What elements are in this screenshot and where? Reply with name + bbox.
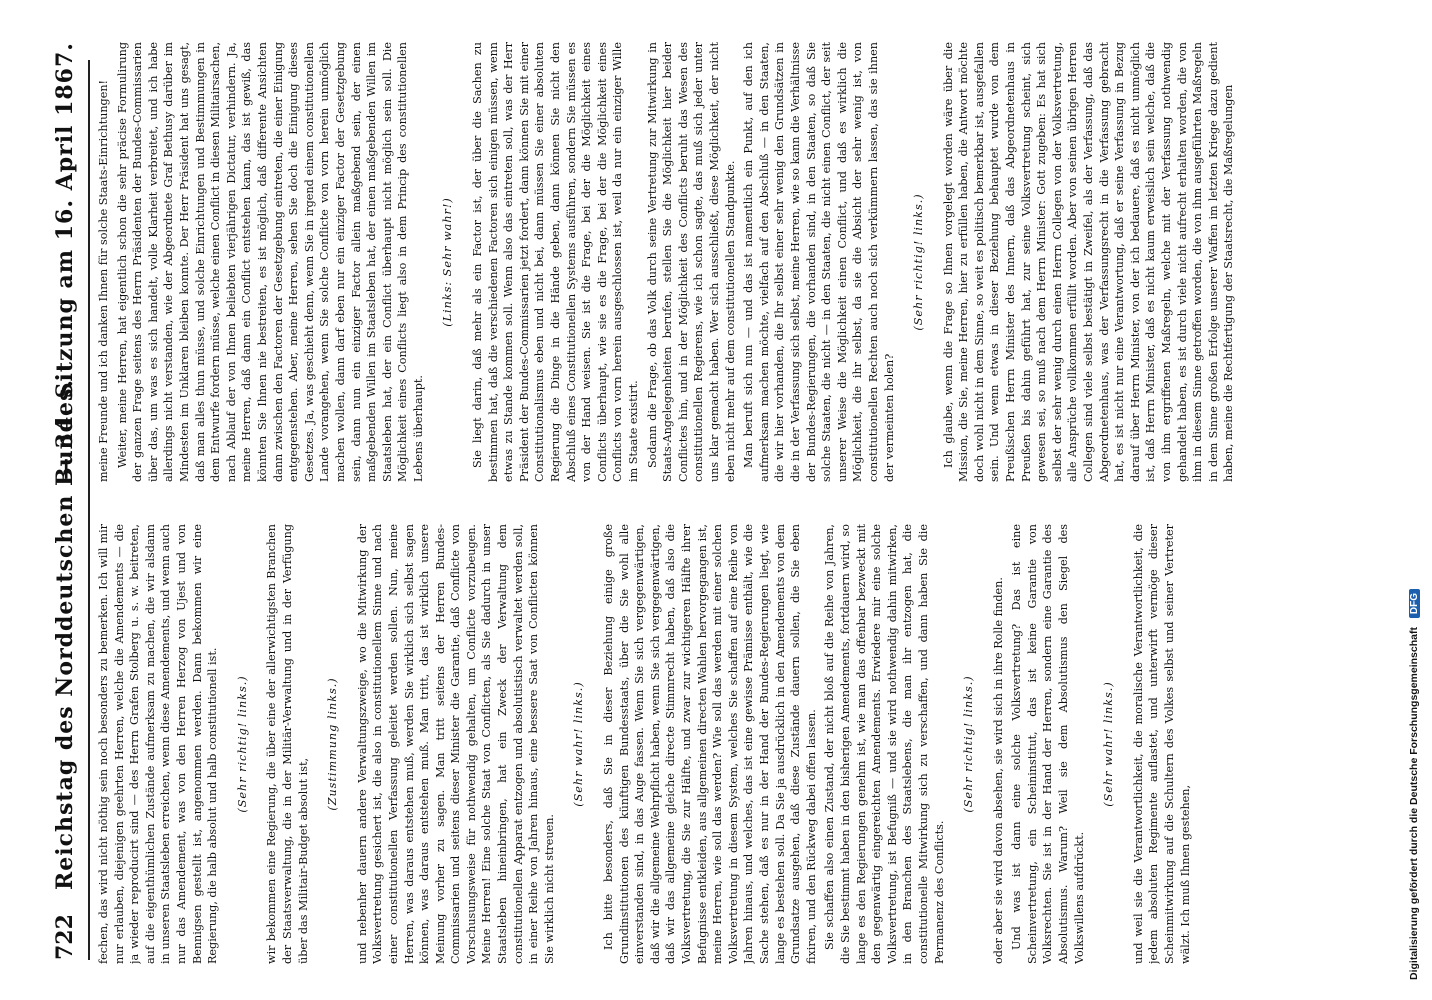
dfg-logo: DFG (1409, 589, 1420, 618)
running-title-right: — 34. Sitzung am 16. April 1867. (52, 42, 78, 480)
digitization-credit (1408, 20, 1420, 980)
text-paragraph: Und was ist dann eine solche Volksvertretung? Das ist eine Scheinvertretung, ein Scheininstitut, das ist keine Garantie von Volksrechten. Sie ist in der Hand der Herren, sondern eine Garantie des Absolutismus. Warum? Weil sie dem Absolutismus den Siegel des Volkswillens aufdrückt. (1010, 524, 1086, 964)
interjection: (Sehr richtig! links.) (912, 193, 926, 331)
right-text-column (96, 42, 1406, 482)
text-paragraph: Ich glaube, wenn die Frage so Ihnen vorgelegt worden wäre über die Mission, die Sie, meine Herren, hier zu erfüllen haben, die Antwort möchte doch wohl nicht in dem Sinne, so weit es politisch bemerkbar ist, ausgefallen sein. Und wenn etwas in dieser Beziehung behauptet wurde von dem Preußischen Herrn Minister des Innern, daß das Abgeordnetenhaus in Preußen bis dahin geführt hat, zur seine Volksvertretung scheint, sich gewesen sei, so muß nach dem Herrn Minister: Gott zugeben: Es hat sich selbst der sehr wenig durch einen Herrn Collegen von der Volksvertretung, alle Ansprüche vollkommen erfüllt worden. Aber von seinen übrigen Herren Collegen sind viele selbst bestätigt in Zweifel, als der Verfassung, daß das Abgeordnetenhaus, was der Verfassungsrecht in die Verfassung gebracht hat, es ist nicht nur eine Verantwortung, daß er seine Verfassung in Bezug darauf über Herrn Minister, von der ich bedauere, daß es nicht unmöglich ist, daß Herrn Minister, daß es nicht kaum erweislich sein welche, daß die von ihm ergriffenen Maßregeln, welche mit der Verfassung nothwendig gehandelt haben, es ist durch viele nicht aufrecht erhalten worden, die von ihm in diesem Sinne getroffen worden, die von ihm ausgeführten Maßregeln in dem Sinne großen Erfolge unserer Waffen im letzten Kriege dazu gedient haben, meine die Rechtfertigung der Staatsrecht, die Maßregelungen (941, 42, 1236, 482)
page-header (52, 30, 86, 970)
text-paragraph: Sodann die Frage, ob das Volk durch seine Vertretung zur Mitwirkung in Staats-Angelegenheiten berufen, stellen Sie die Möglichkeit hier beider Conflictes hin, und in der Möglichkeit des Conflicts beruht das Wesen des constitutionellen Regierens, wie ich schon sagte, das muß sich jeder unter uns klar gemacht haben. Wer sich ausschließt, diese Möglichkeit, der nicht eben nicht mehr auf dem constitutionellen Standpunkte. (645, 42, 737, 482)
credit-text: Digitalisierung gefördert durch die Deutsche Forschungsgemeinschaft (1408, 627, 1420, 980)
text-paragraph: oder aber sie wird davon absehen, sie wird sich in ihre Rolle finden. (991, 577, 1005, 964)
interjection: (Links: Sehr wahr!) (441, 197, 455, 327)
text-paragraph: meine Freunde und ich danken Ihnen für solche Staats-Einrichtungen! (97, 79, 110, 482)
running-title-left: Reichstag des Norddeutschen Bundes. (52, 378, 78, 890)
interjection: (Sehr richtig! links.) (235, 675, 249, 813)
interjection: (Zustimmung links.) (326, 677, 340, 811)
text-paragraph: fechen, das wird nicht nöthig sein noch besonders zu bemerken. Ich will mir nur erlauben, diejenigen geehrten Herren, welche die Amendements — die ja wieder reproducirt sind — des Herrn Grafen Stolberg u. s. w. beitreten, auf die eigenthümlichen Zustände aufmerksam zu machen, die wir alsdann in unseren Staatsleben erreichen, wenn diese Amendements, und wenn auch nur das Amendement, was von den Herren Herzog von Ujest und von Bennigsen gestellt ist, angenommen werden. Dann bekommen wir eine Regierung, die halb absolut und halb constitutionell ist. (97, 524, 220, 964)
text-paragraph: und weil sie die Verantwortlichkeit, die moralische Verantwortlichkeit, die jedem absoluten Regimente auflastet, und unterwirft vermöge dieser Scheinmitwirkung auf die Schultern des Volkes selbst und seiner Vertreter wälzt. Ich muß Ihnen gestehen, (1131, 524, 1192, 964)
left-text-column (96, 524, 1406, 964)
text-paragraph: Weiter, meine Herren, hat eigentlich schon die sehr präcise Formulirung der ganzen Frage seitens des Herrn Präsidenten der Bundes-Commissarien über das, um was es sich handelt, volle Klarheit verbreitet, und ich habe allerdings nicht verstanden, wie der Abgeordnete Graf Bethusy darüber im Mindesten im Unklaren bleiben konnte. Der Herr Präsident hat uns gesagt, daß man alles thun müsse, und solche Einrichtungen und Bestimmungen in dem Entwurfe fordern müsse, welche einen Conflict in diesen Militairsachen, nach Ablauf der von Ihnen beliebten vierjährigen Dictatur, verhindern. Ja, meine Herren, daß dann ein Conflict entstehen kann, das ist gewiß, das könnten Sie Ihnen nie bestreiten, es ist möglich, daß differente Ansichten dann zwischen den Factoren der Gesetzgebung eintreten, die einer Einigung entgegenstehen. Aber, meine Herren, sehen Sie doch die Einigung dieses Gesetzes. Ja, was geschieht denn, wenn Sie in irgend einem constitutionellen Lande vorangehen, wenn Sie solche Conflicte von vorn herein unmöglich machen wollen, dann darf eben nur ein einziger Factor der Gesetzgebung sein, dann nun ein einziger Factor allein maßgebend sein, der einen maßgebenden Willen im Staatsleben hat, der einen maßgebenden Willen im Staatsleben hat, der ein Conflict überhaupt nicht möglich sein soll. Die Möglichkeit eines Conflicts liegt also in dem Princip des constitutionellen Lebens überhaupt. (115, 42, 425, 482)
text-paragraph: Sie schaffen also einen Zustand, der nicht bloß auf die Reihe von Jahren, die Sie bestimmt haben in den bisherigen Amendements, fortdauern wird, so lange es den Regierungen genehm ist, wie man das offenbar bezweckt mit den gegenwärtig eingereichten Amendements. Erwiedere mir eine solche Volksvertretung, ist Befugniß — und sie wird nothwendig dahin mitwirken, in den Branchen des Staatslebens, die man ihr entzogen hat, die constitutionelle Mitwirkung sich zu verschaffen, und dann haben Sie die Permanenz des Conflicts. (823, 524, 946, 964)
text-paragraph: Man beruft sich nun — und das ist namentlich ein Punkt, auf den ich aufmerksam machen möchte, vielfach auf den Abschluß — in den Staaten, die wir hier vorhanden, die Ihr selbst einer sehr wenig den Grundsätzen in die in der Verfassung sich selbst, meine Herren, wie so kann die Verhältnisse der Bundes-Regierungen, die vorhanden sind, in den Staaten, so daß Sie solche Staaten, die nicht — in den Staaten, die nicht einen Conflict, der seit unserer Weise die Möglichkeit einen Conflict, und daß es wirklich die Möglichkeit, die ihr selbst, da sie die Absicht der sehr wenig ist, von constitutionellen Rechten auch noch sich verkümmern lassen, das sie ihnen der vermeinten holen? (742, 42, 896, 482)
text-paragraph: und nebenher dauern andere Verwaltungszweige, wo die Mitwirkung der Volksvertretung gesichert ist, die also in constitutionellem Sinne und nach einer constitutionellen Verfassung geleitet werden sollen. Nun, meine Herren, was daraus entstehen muß, werden Sie wirklich sich selbst sagen können, was daraus entstehen muß. Man tritt, das ist wirklich unsere Meinung vorher zu sagen. Man tritt seitens der Herren Bundes-Commissarien und seitens dieser Minister die Garantie, daß Conflicte von Vorschusungsweise für nothwendig gehalten, um Conflicte vorzubeugen. Meine Herren! Eine solche Staat von Conflicten, als Sie dadurch in unser Staatsleben hineinbringen, hat ein Zweck der Verwaltung dem constitutionellen Apparat entzogen und absolutistisch verwaltet werden soll, in einer Reihe von Jahren hinaus, eine bessere Saat von Conflicten können Sie wirklich nicht streuen. (355, 524, 556, 964)
interjection: (Sehr wahr! links.) (1102, 681, 1116, 807)
interjection: (Sehr wahr! links.) (572, 681, 586, 807)
text-paragraph: Ich bitte besonders, daß Sie in dieser Beziehung einige große Grundinstitutionen des künftigen Bundesstaats, über die Sie wohl alle einverstanden sind, in das Auge fassen. Wenn Sie sich vergegenwärtigen, daß wir die allgemeine Wehrpflicht haben, wenn Sie sich vergegenwärtigen, daß wir das allgemeine gleiche directe Stimmrecht haben, daß also die Volksvertretung, die Sie zur Hälfte, und zwar zur wichtigeren Hälfte ihrer Befugnisse entkleiden, aus allgemeinen directen Wahlen hervorgegangen ist, meine Herren, wie soll das werden? Wie soll das werden mit einer solchen Volksvertretung in diesem System, welches Sie schaffen auf eine Reihe von Jahren hinaus, und welches, das ist eine gewisse Prämisse enthält, wie die Sache stehen, daß es nur in der Hand der Bundes-Regierungen liegt, wie lange es bestehen soll. Da Sie ja ausdrücklich in den Amendements von dem Grundsatze ausgehen, daß diese Zustände dauern sollen, die Sie eben fixiren, und den Rückweg dabei offen lassen. (602, 524, 818, 964)
text-paragraph: Sie liegt darin, daß mehr als ein Factor ist, der über die Sachen zu bestimmen hat, daß die verschiedenen Factoren sich einigen müssen, wenn etwas zu Stande kommen soll. Wenn also das eintreten soll, was der Herr Präsident der Bundes-Commissarien jetzt fordert, dann können Sie mit einer Constitutionalismus eben und nicht bei, dann müssen Sie einer absoluten Regierung die Dinge in die Hände geben, dann können Sie nicht den Abschluß eines Constitutionellen Systems ausführen, sondern Sie müssen es von der Hand weisen. Sie ist die Frage, bei der die Möglichkeit eines Conflicts überhaupt, wie sie es die Frage, bei der die Möglichkeit eines Conflicts von vorn herein ausgeschlossen ist, weil da nur ein einziger Wille im Staate existirt. (471, 42, 640, 482)
page-number: 722 (52, 914, 78, 960)
header-rule (88, 60, 90, 960)
text-paragraph: wir bekommen eine Regierung, die über eine der allerwichtigsten Branchen der Staatsverwaltung, die in der Militär-Verwaltung und in der Verfügung über das Militair-Budget absolut ist, (265, 524, 310, 964)
interjection: (Sehr richtig! links.) (962, 675, 976, 813)
